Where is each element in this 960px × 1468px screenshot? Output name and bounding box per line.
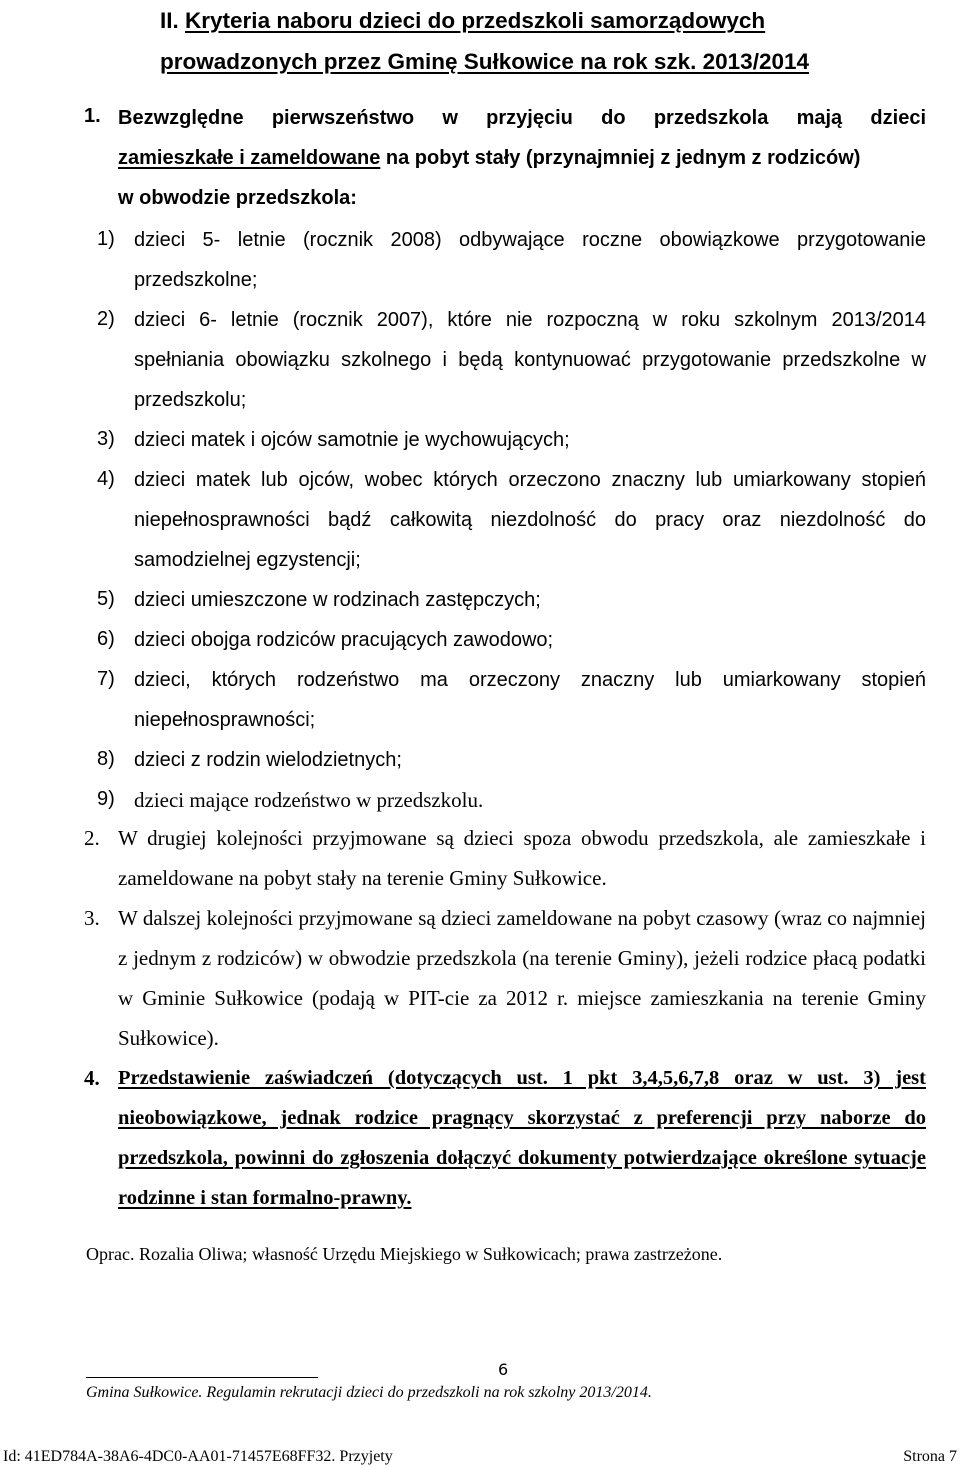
section-2-text: W drugiej kolejności przyjmowane są dzieci spoza obwodu przedszkola, ale zamieszkałe i zameldowane na pobyt stały na terenie Gminy Sułkowice. [118, 826, 926, 890]
item-3-number: 3) [97, 428, 115, 450]
section-heading [160, 0, 880, 82]
item-9-text: dzieci mające rodzeństwo w przedszkolu. [134, 788, 484, 812]
item-2-number: 2) [97, 308, 115, 330]
footnote: Gmina Sułkowice. Regulamin rekrutacji dzieci do przedszkoli na rok szkolny 2013/2014. [86, 1384, 652, 1401]
section-1-number: 1. [84, 105, 101, 127]
item-1-text: dzieci 5- letnie (rocznik 2008) odbywające roczne obowiązkowe przygotowanie przedszkolne; [134, 229, 926, 291]
item-2-text: dzieci 6- letnie (rocznik 2007), które nie rozpoczną w roku szkolnym 2013/2014 spełniania obowiązku szkolnego i będą kontynuować przygotowanie przedszkolne w przedszkolu; [134, 309, 926, 411]
section-2-number: 2. [84, 826, 100, 850]
item-5-text: dzieci umieszczone w rodzinach zastępczych; [134, 589, 541, 611]
section-1-line-2-rest: na pobyt stały (przynajmniej z jednym z rodziców) [380, 147, 861, 169]
heading-line-1 [160, 0, 880, 41]
item-7-text: dzieci, których rodzeństwo ma orzeczony znaczny lub umiarkowany stopień niepełnosprawności; [134, 669, 926, 731]
item-4-text: dzieci matek lub ojców, wobec których orzeczono znaczny lub umiarkowany stopień niepełnosprawności bądź całkowitą niezdolność do pracy oraz niezdolność do samodzielnej egzystencji; [134, 469, 926, 571]
item-3-text: dzieci matek i ojców samotnie je wychowujących; [134, 429, 570, 451]
item-9-number: 9) [97, 788, 115, 810]
heading-title-2: prowadzonych przez Gminę Sułkowice na rok szk. 2013/2014 [160, 49, 809, 74]
section-3-number: 3. [84, 906, 100, 930]
section-1-line-2 [118, 138, 926, 178]
heading-title-1: Kryteria naboru dzieci do przedszkoli samorządowych [185, 8, 766, 33]
document-id: Id: 41ED784A-38A6-4DC0-AA01-71457E68FF32. Przyjety [3, 1448, 393, 1465]
section-3-text: W dalszej kolejności przyjmowane są dzieci zameldowane na pobyt czasowy (wraz co najmniej z jednym z rodziców) w obwodzie przedszkola (na terenie Gminy), jeżeli rodzice płacą podatki w Gminie Sułkowice (podają w PIT-cie za 2012 r. miejsce zamieszkania na terenie Gminy Sułkowice). [118, 906, 926, 1050]
item-6-number: 6) [97, 628, 115, 650]
item-6-text: dzieci obojga rodziców pracujących zawodowo; [134, 629, 554, 651]
author-note: Oprac. Rozalia Oliwa; własność Urzędu Miejskiego w Sułkowicach; prawa zastrzeżone. [86, 1244, 723, 1264]
section-1-line-3: w obwodzie przedszkola: [118, 187, 357, 209]
item-1-number: 1) [97, 228, 115, 250]
page-label: Strona 7 [903, 1448, 957, 1465]
item-5-number: 5) [97, 588, 115, 610]
item-8-text: dzieci z rodzin wielodzietnych; [134, 749, 402, 771]
item-4-number: 4) [97, 468, 115, 490]
section-4-text: Przedstawienie zaświadczeń (dotyczących ust. 1 pkt 3,4,5,6,7,8 oraz w ust. 3) jest nieobowiązkowe, jednak rodzice pragnący skorzystać z preferencji przy naborze do przedszkola, powinni do zgłoszenia dołączyć dokumenty potwierdzające określone sytuacje rodzinne i stan formalno-prawny. [118, 1067, 926, 1209]
section-4-number: 4. [84, 1066, 100, 1090]
heading-number: II. [160, 8, 179, 33]
section-1-intro [118, 98, 926, 218]
footnote-divider [86, 1377, 318, 1378]
item-7-number: 7) [97, 668, 115, 690]
page-number: 6 [498, 1360, 509, 1379]
section-1-underlined: zamieszkałe i zameldowane [118, 147, 381, 169]
section-1-line-1: Bezwzględne pierwszeństwo w przyjęciu do przedszkola mają dzieci [118, 107, 926, 129]
item-8-number: 8) [97, 748, 115, 770]
heading-line-2 [160, 41, 880, 82]
